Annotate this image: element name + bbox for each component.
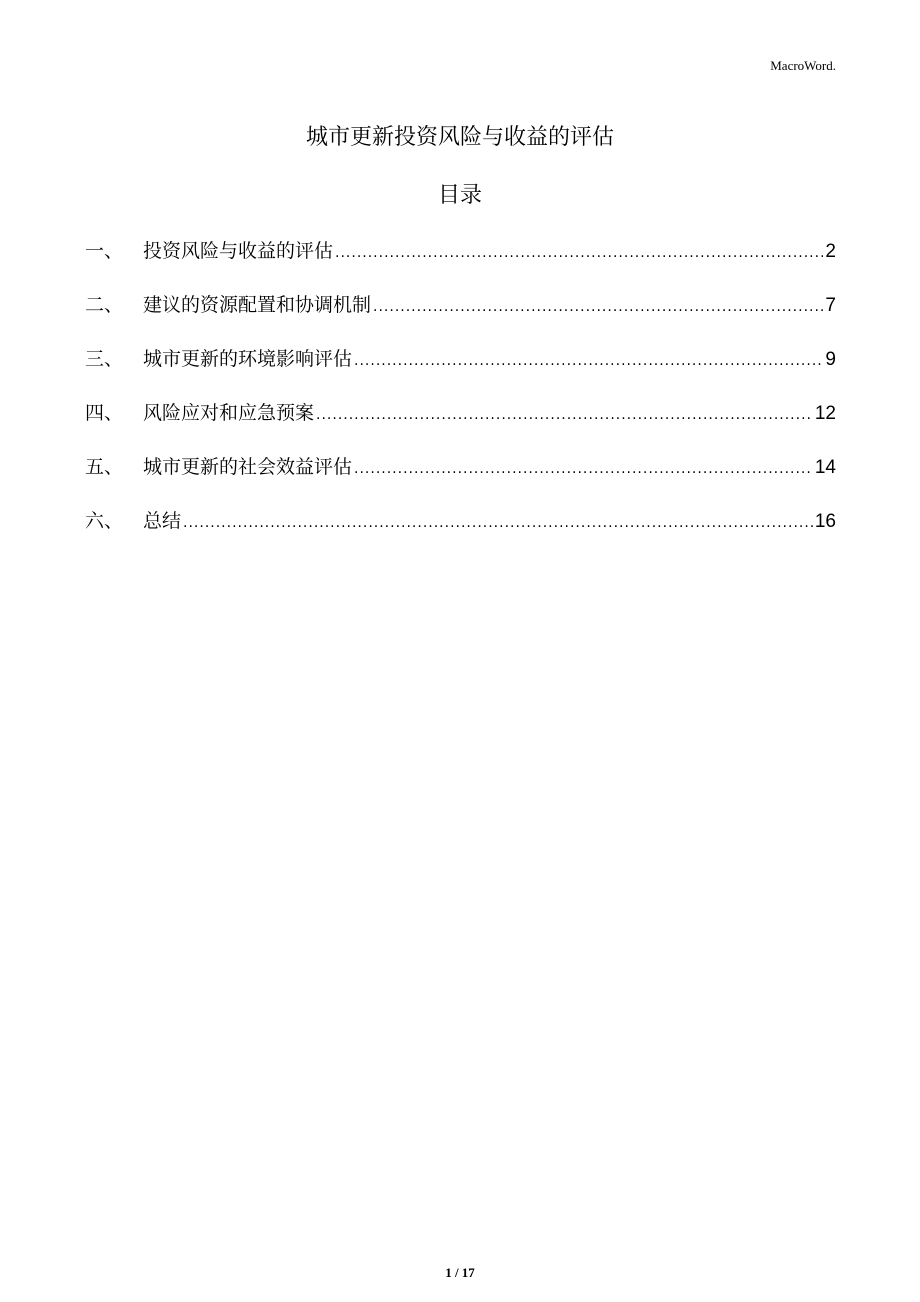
toc-entry-number: 三、: [85, 348, 124, 370]
toc-dot-leader: [316, 400, 813, 430]
page-indicator: 1 / 17: [445, 1265, 475, 1280]
toc-dot-leader: [354, 346, 823, 376]
toc-entry-number: 二、: [85, 294, 124, 316]
toc-entry-page: 12: [814, 403, 836, 424]
document-title: 城市更新投资风险与收益的评估: [305, 125, 614, 150]
toc-dot-leader: [335, 238, 823, 268]
toc-entry-1[interactable]: [85, 236, 836, 290]
toc-entry-number: 六、: [85, 510, 124, 532]
toc-entry-title: 建议的资源配置和协调机制: [143, 294, 372, 316]
toc-entry-number: 四、: [85, 402, 124, 424]
header-brand: MacroWord.: [770, 58, 836, 73]
toc-entry-page: 2: [825, 241, 836, 262]
toc-entry-title: 总结: [143, 510, 182, 532]
toc-entry-page: 14: [814, 457, 836, 478]
toc-entry-page: 7: [825, 295, 836, 316]
toc-dot-leader: [373, 292, 823, 322]
table-of-contents: [85, 236, 836, 560]
toc-entry-6[interactable]: [85, 506, 836, 560]
toc-entry-number: 一、: [85, 240, 124, 262]
toc-entry-number: 五、: [85, 456, 124, 478]
toc-entry-3[interactable]: [85, 344, 836, 398]
toc-entry-title: 投资风险与收益的评估: [143, 240, 334, 262]
toc-entry-title: 城市更新的社会效益评估: [143, 456, 353, 478]
toc-entry-page: 9: [825, 349, 836, 370]
toc-dot-leader: [354, 454, 813, 484]
toc-entry-4[interactable]: [85, 398, 836, 452]
toc-entry-5[interactable]: [85, 452, 836, 506]
toc-entry-2[interactable]: [85, 290, 836, 344]
toc-dot-leader: [183, 508, 813, 538]
toc-heading: 目录: [437, 183, 482, 208]
toc-entry-title: 城市更新的环境影响评估: [143, 348, 353, 370]
toc-entry-page: 16: [814, 511, 836, 532]
toc-entry-title: 风险应对和应急预案: [143, 402, 315, 424]
